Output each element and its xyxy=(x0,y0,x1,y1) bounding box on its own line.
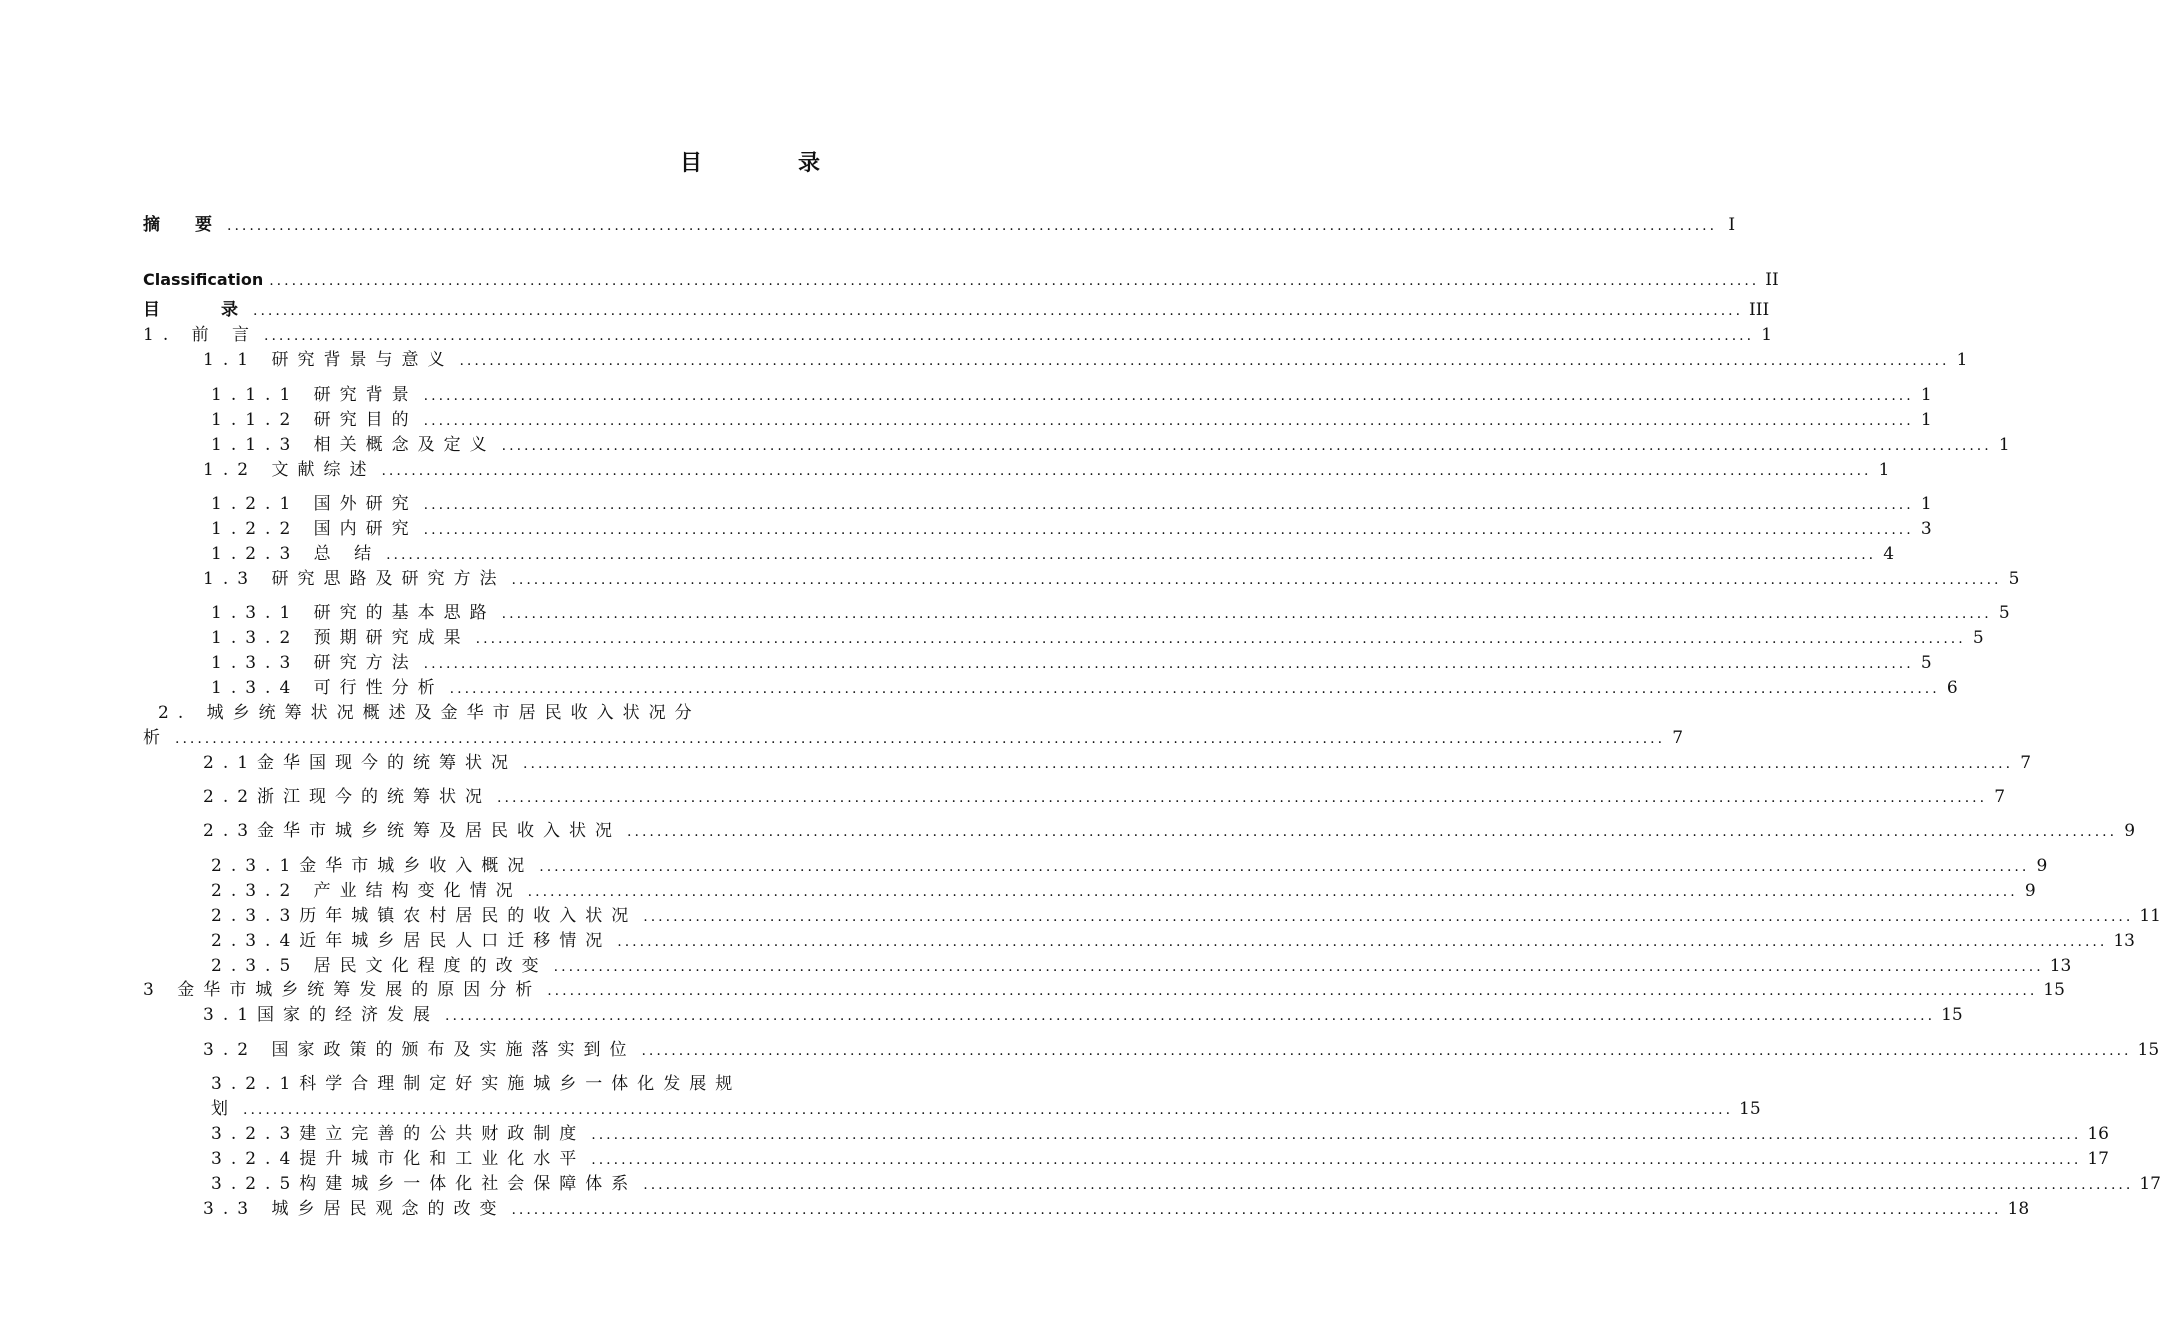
toc-entry-page: 15 xyxy=(2043,980,2065,1000)
toc-entry-page: 1 xyxy=(1920,494,1932,514)
toc-entry-label: 析 xyxy=(143,728,169,748)
toc-entry xyxy=(211,489,1932,514)
toc-entry-first-line: 2. 城乡统筹状况概述及金华市居民收入状况分 xyxy=(158,703,701,723)
toc-entry xyxy=(211,901,2161,926)
toc-entry xyxy=(211,1169,2161,1194)
toc-entry xyxy=(211,1094,1761,1119)
toc-dot-leader: ........................................................................................................................................................................................................ xyxy=(269,273,1760,289)
toc-entry-label: 1.1.1 研究背景 xyxy=(211,385,418,405)
toc-entry xyxy=(211,876,2036,901)
toc-entry xyxy=(143,210,1736,235)
toc-entry-page: III xyxy=(1749,300,1770,320)
toc-entry xyxy=(203,1000,1963,1025)
toc-entry-page: 1 xyxy=(1920,385,1932,405)
toc-entry xyxy=(211,648,1932,673)
toc-entry-label: 2.3.4近年城乡居民人口迁移情况 xyxy=(211,931,612,951)
toc-entry-label: 3.2.3建立完善的公共财政制度 xyxy=(211,1124,586,1144)
toc-dot-leader: ........................................................................................................................................................................................................ xyxy=(175,731,1666,747)
toc-entry-label: 3.1国家的经济发展 xyxy=(203,1005,440,1025)
toc-dot-leader: ........................................................................................................................................................................................................ xyxy=(627,824,2118,840)
toc-entry xyxy=(143,723,1684,748)
toc-entry-page: 1 xyxy=(1998,435,2010,455)
toc-dot-leader: ........................................................................................................................................................................................................ xyxy=(445,1008,1936,1024)
toc-dot-leader: ........................................................................................................................................................................................................ xyxy=(449,681,1940,697)
toc-entry xyxy=(211,673,1958,698)
toc-dot-leader: ........................................................................................................................................................................................................ xyxy=(253,303,1744,319)
toc-dot-leader: ........................................................................................................................................................................................................ xyxy=(643,1177,2134,1193)
toc-dot-leader: ........................................................................................................................................................................................................ xyxy=(243,1102,1734,1118)
toc-dot-leader: ........................................................................................................................................................................................................ xyxy=(641,1043,2132,1059)
toc-entry xyxy=(203,1194,2030,1219)
toc-entry xyxy=(211,539,1895,564)
toc-entry-first-line: 3.2.1科学合理制定好实施城乡一体化发展规 xyxy=(211,1074,742,1094)
toc-entry-page: 9 xyxy=(2124,821,2136,841)
toc-entry-label: 1.3.3 研究方法 xyxy=(211,653,418,673)
toc-entry-label: 2.3.3历年城镇农村居民的收入状况 xyxy=(211,906,638,926)
toc-entry xyxy=(211,851,2048,876)
toc-entry-page: 1 xyxy=(1761,325,1773,345)
toc-entry-label: 3.2 国家政策的颁布及实施落实到位 xyxy=(203,1040,636,1060)
toc-dot-leader: ........................................................................................................................................................................................................ xyxy=(423,522,1914,538)
toc-entry-label: 1.3.2 预期研究成果 xyxy=(211,628,470,648)
toc-entry-page: 9 xyxy=(2024,881,2036,901)
toc-entry-label: 划 xyxy=(211,1099,237,1119)
toc-entry-label: 3 金华市城乡统筹发展的原因分析 xyxy=(143,980,542,1000)
toc-entry-label: 1.1 研究背景与意义 xyxy=(203,350,454,370)
toc-entry-page: 18 xyxy=(2007,1199,2030,1219)
toc-entry-page: I xyxy=(1728,215,1736,235)
toc-dot-leader: ........................................................................................................................................................................................................ xyxy=(553,959,2044,975)
toc-entry-page: 13 xyxy=(2049,956,2072,976)
toc-dot-leader: ........................................................................................................................................................................................................ xyxy=(386,547,1877,563)
toc-entry-label: 目 录 xyxy=(143,300,247,320)
toc-entry xyxy=(211,951,2072,976)
toc-entry-label: 摘 要 xyxy=(143,215,221,235)
toc-entry-label: 1.3.1 研究的基本思路 xyxy=(211,603,496,623)
toc-dot-leader: ........................................................................................................................................................................................................ xyxy=(497,790,1988,806)
title-char-2: 录 xyxy=(797,151,820,176)
toc-entry-page: 7 xyxy=(1994,787,2006,807)
toc-entry xyxy=(211,405,1932,430)
toc-entry-label: Classification xyxy=(143,270,264,289)
toc-entry xyxy=(203,782,2006,807)
toc-entry-label: 2.2浙江现今的统筹状况 xyxy=(203,787,492,807)
toc-entry-page: 16 xyxy=(2087,1124,2109,1144)
toc-entry-page: 17 xyxy=(2087,1149,2109,1169)
toc-entry xyxy=(143,295,1770,320)
toc-entry-page: 5 xyxy=(1920,653,1932,673)
toc-dot-leader: ........................................................................................................................................................................................................ xyxy=(591,1152,2082,1168)
toc-entry xyxy=(143,975,2065,1000)
toc-entry xyxy=(203,1035,2160,1060)
toc-entry-page: 15 xyxy=(1739,1099,1761,1119)
toc-entry-label: 3.2.5构建城乡一体化社会保障体系 xyxy=(211,1174,638,1194)
toc-dot-leader: ........................................................................................................................................................................................................ xyxy=(381,463,1872,479)
toc-entry-page: 7 xyxy=(2020,753,2032,773)
toc-entry-page: 1 xyxy=(1956,350,1968,370)
toc-entry-page: 5 xyxy=(1972,628,1984,648)
toc-entry xyxy=(203,455,1890,480)
toc-entry-page: 11 xyxy=(2139,906,2161,926)
toc-entry-page: 5 xyxy=(1998,603,2010,623)
toc-dot-leader: ........................................................................................................................................................................................................ xyxy=(547,983,2038,999)
toc-entry-label: 1.3.4 可行性分析 xyxy=(211,678,444,698)
toc-dot-leader: ........................................................................................................................................................................................................ xyxy=(501,606,1992,622)
toc-entry xyxy=(203,816,2136,841)
toc-entry-page: 7 xyxy=(1672,728,1684,748)
toc-dot-leader: ........................................................................................................................................................................................................ xyxy=(643,909,2134,925)
toc-entry-label: 1.2.2 国内研究 xyxy=(211,519,418,539)
toc-entry-page: 17 xyxy=(2139,1174,2161,1194)
toc-dot-leader: ........................................................................................................................................................................................................ xyxy=(523,756,2014,772)
toc-dot-leader: ........................................................................................................................................................................................................ xyxy=(591,1127,2082,1143)
toc-dot-leader: ........................................................................................................................................................................................................ xyxy=(511,572,2002,588)
toc-entry-page: II xyxy=(1765,270,1779,290)
toc-entry-page: 6 xyxy=(1946,678,1958,698)
toc-entry-label: 1.1.2 研究目的 xyxy=(211,410,418,430)
toc-entry-label: 2.3.1金华市城乡收入概况 xyxy=(211,856,534,876)
toc-dot-leader: ........................................................................................................................................................................................................ xyxy=(423,388,1914,404)
toc-entry-label: 2.3.5 居民文化程度的改变 xyxy=(211,956,548,976)
toc-entry-label: 2.3.2 产业结构变化情况 xyxy=(211,881,522,901)
toc-entry-label: 2.1金华国现今的统筹状况 xyxy=(203,753,518,773)
toc-entry-page: 5 xyxy=(2008,569,2020,589)
toc-dot-leader: ........................................................................................................................................................................................................ xyxy=(264,328,1755,344)
toc-entry xyxy=(203,748,2032,773)
toc-entry-label: 2.3金华市城乡统筹及居民收入状况 xyxy=(203,821,622,841)
toc-dot-leader: ........................................................................................................................................................................................................ xyxy=(475,631,1966,647)
toc-dot-leader: ........................................................................................................................................................................................................ xyxy=(617,934,2108,950)
toc-entry-page: 13 xyxy=(2113,931,2135,951)
toc-dot-leader: ........................................................................................................................................................................................................ xyxy=(511,1202,2002,1218)
toc-entry-label: 1. 前 言 xyxy=(143,325,259,345)
toc-entry-label: 1.2.3 总 结 xyxy=(211,544,381,564)
toc-entry xyxy=(211,926,2135,951)
toc-dot-leader: ........................................................................................................................................................................................................ xyxy=(227,218,1718,234)
toc-entry xyxy=(203,564,2020,589)
toc-dot-leader: ........................................................................................................................................................................................................ xyxy=(423,497,1914,513)
toc-entry-page: 3 xyxy=(1920,519,1932,539)
toc-entry-label: 1.1.3 相关概念及定义 xyxy=(211,435,496,455)
toc-entry-page: 1 xyxy=(1920,410,1932,430)
toc-entry xyxy=(211,1144,2109,1169)
toc-entry-label: 1.2.1 国外研究 xyxy=(211,494,418,514)
toc-entry-page: 15 xyxy=(1941,1005,1963,1025)
toc-entry xyxy=(211,514,1932,539)
toc-entry-page: 9 xyxy=(2036,856,2048,876)
toc-dot-leader: ........................................................................................................................................................................................................ xyxy=(539,859,2030,875)
toc-entry xyxy=(203,345,1968,370)
toc-entry-page: 1 xyxy=(1878,460,1890,480)
title-char-1: 目 xyxy=(680,151,703,176)
toc-entry-label: 1.2 文献综述 xyxy=(203,460,376,480)
toc-entry-label: 3.2.4提升城市化和工业化水平 xyxy=(211,1149,586,1169)
toc-entry-label: 3.3 城乡居民观念的改变 xyxy=(203,1199,506,1219)
toc-entry xyxy=(211,1119,2109,1144)
toc-entry-page: 4 xyxy=(1883,544,1895,564)
toc-entry-label: 1.3 研究思路及研究方法 xyxy=(203,569,506,589)
toc-dot-leader: ........................................................................................................................................................................................................ xyxy=(527,884,2018,900)
toc-dot-leader: ........................................................................................................................................................................................................ xyxy=(423,656,1914,672)
toc-entry xyxy=(211,380,1932,405)
toc-entry-page: 15 xyxy=(2137,1040,2160,1060)
toc-entry xyxy=(211,430,2010,455)
toc-dot-leader: ........................................................................................................................................................................................................ xyxy=(423,413,1914,429)
toc-entry xyxy=(211,598,2010,623)
toc-entry xyxy=(143,320,1773,345)
toc-entry xyxy=(143,270,1779,294)
toc-entry xyxy=(211,623,1984,648)
toc-dot-leader: ........................................................................................................................................................................................................ xyxy=(459,353,1950,369)
toc-dot-leader: ........................................................................................................................................................................................................ xyxy=(501,438,1992,454)
